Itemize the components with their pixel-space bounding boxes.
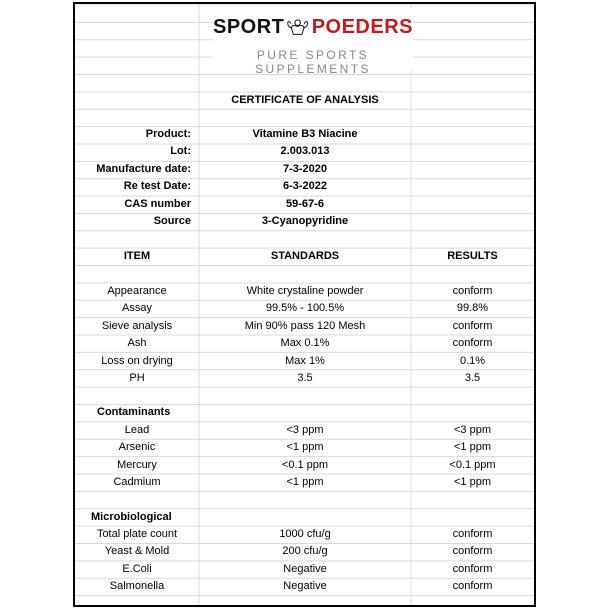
row-standard: Negative <box>283 562 327 575</box>
row-item: Lead <box>124 424 150 436</box>
row-result: conform <box>452 528 493 540</box>
row-item: PH <box>129 372 145 384</box>
header-results: RESULTS <box>447 250 498 262</box>
info-value: 2.003.013 <box>280 145 330 158</box>
row-result: conform <box>452 562 493 575</box>
row-item: E.Coli <box>122 562 152 575</box>
row-item: Arsenic <box>118 441 156 454</box>
info-value: 6-3-2022 <box>282 180 328 193</box>
row-standard: Max 1% <box>285 354 325 367</box>
row-item: Yeast & Mold <box>104 545 170 558</box>
contaminants-heading: Contaminants <box>97 406 171 418</box>
row-standard: <3 ppm <box>286 424 324 436</box>
row-item: Sieve analysis <box>101 319 173 332</box>
brand-tagline: PURE SPORTS SUPPLEMENTS <box>255 48 371 76</box>
document-title: CERTIFICATE OF ANALYSIS <box>231 94 379 106</box>
info-label: CAS number <box>124 197 191 210</box>
info-label: Source <box>153 215 191 227</box>
row-result: <1 ppm <box>454 476 491 489</box>
row-item: Mercury <box>117 458 157 471</box>
row-result: 3.5 <box>464 372 481 384</box>
row-standard: <0.1 ppm <box>281 458 329 471</box>
row-result: conform <box>452 319 493 332</box>
row-standard: 1000 cfu/g <box>279 528 331 540</box>
row-result: 0.1% <box>459 354 486 367</box>
info-value: 7-3-2020 <box>282 162 328 175</box>
row-item: Total plate count <box>96 528 178 540</box>
muscle-man-icon <box>286 13 309 41</box>
row-result: conform <box>452 545 493 558</box>
row-item: Cadmium <box>113 476 161 489</box>
info-label: Manufacture date: <box>96 162 191 175</box>
row-standard: 200 cfu/g <box>282 545 328 558</box>
row-standard: <1 ppm <box>286 441 324 454</box>
row-result: conform <box>452 285 493 297</box>
info-label: Lot: <box>170 145 191 158</box>
header-item: ITEM <box>123 250 151 262</box>
info-label: Re test Date: <box>123 180 191 193</box>
row-result: <3 ppm <box>454 424 491 436</box>
row-result: conform <box>452 580 493 593</box>
row-result: <0.1 ppm <box>449 458 496 471</box>
row-standard: Negative <box>283 580 327 593</box>
row-standard: White crystaline powder <box>246 285 364 297</box>
row-result: conform <box>452 337 493 350</box>
row-standard: Min 90% pass 120 Mesh <box>244 319 366 332</box>
row-item: Salmonella <box>109 580 165 593</box>
header-standards: STANDARDS <box>270 250 340 262</box>
certificate-sheet <box>73 2 536 607</box>
row-item: Loss on drying <box>101 354 173 367</box>
info-label: Product: <box>145 128 191 140</box>
row-result: 99.8% <box>456 302 489 315</box>
row-item: Assay <box>122 302 152 315</box>
row-standard: 99.5% - 100.5% <box>265 302 345 315</box>
brand-name-part1: SPORT <box>213 15 285 38</box>
row-standard: Max 0.1% <box>280 337 330 350</box>
microbiological-heading: Microbiological <box>91 511 172 523</box>
brand-logo <box>213 8 413 76</box>
row-standard: <1 ppm <box>286 476 324 489</box>
info-value: 59-67-6 <box>286 197 324 210</box>
row-result: <1 ppm <box>454 441 491 454</box>
row-item: Ash <box>127 337 147 350</box>
row-item: Appearance <box>107 285 167 297</box>
brand-name-part2: POEDERS <box>311 15 413 38</box>
row-standard: 3.5 <box>297 372 313 384</box>
info-value: 3-Cyanopyridine <box>261 215 349 227</box>
info-value: Vitamine B3 Niacine <box>252 128 358 140</box>
